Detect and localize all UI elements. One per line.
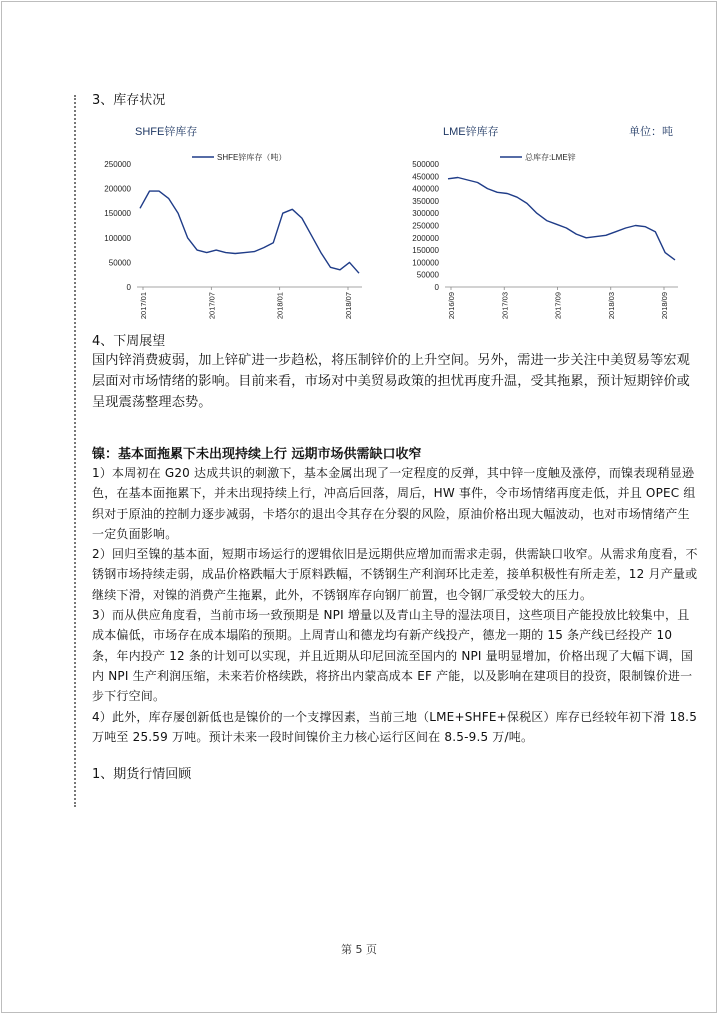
nickel-body xyxy=(92,463,698,747)
nickel-paragraph-4: 4）此外，库存屡创新低也是镍价的一个支撑因素，当前三地（LME+SHFE+保税区）库存已经较年初下滑 18.5 万吨至 25.59 万吨。预计未来一段时间镍价主力核心运行区间在 8.5-9.5 万/吨。 xyxy=(92,709,698,744)
series-line xyxy=(140,191,359,273)
x-tick-label: 2018/01 xyxy=(275,292,285,320)
x-tick-label: 2018/07 xyxy=(344,292,353,320)
y-tick-label: 350000 xyxy=(412,196,439,206)
legend-label: 总库存:LME锌 xyxy=(525,153,576,162)
y-tick-label: 400000 xyxy=(412,184,439,194)
y-tick-label: 50000 xyxy=(108,258,131,268)
y-tick-label: 150000 xyxy=(104,209,131,219)
page-footer: 第 5 页 xyxy=(341,943,377,956)
section-inventory-title: 3、库存状况 xyxy=(92,93,166,108)
y-tick-label: 250000 xyxy=(104,160,131,169)
y-tick-label: 150000 xyxy=(412,246,439,256)
y-tick-label: 250000 xyxy=(412,221,439,231)
y-tick-label: 100000 xyxy=(104,233,131,243)
y-tick-label: 0 xyxy=(434,283,439,292)
x-tick-label: 2017/03 xyxy=(500,292,510,320)
section-outlook-title: 4、下周展望 xyxy=(92,334,166,349)
lme-chart-unit: 单位：吨 xyxy=(629,125,673,138)
legend-label: SHFE锌库存（吨） xyxy=(217,153,287,162)
y-tick-label: 100000 xyxy=(412,258,439,268)
y-tick-label: 200000 xyxy=(104,184,131,194)
nickel-section-title: 镍：基本面拖累下未出现持续上行 远期市场供需缺口收窄 xyxy=(92,447,422,462)
y-tick-label: 200000 xyxy=(412,233,439,243)
nickel-paragraph-3: 3）而从供应角度看，当前市场一致预期是 NPI 增量以及青山主导的湿法项目，这些项目产能投放比较集中，且成本偏低，市场存在成本塌陷的预期。上周青山和德龙均有新产线投产，德龙一期的 15 条产线已经投产 10 条，年内投产 12 条的计划可以实现，并且近期从印尼回流至国内的 NPI 量明显增加，价格出现了大幅下调，国内 NPI 生产利润压缩，未来若价格续跌，将挤出内蒙高成本 EF 产能，以及影响在建项目的投资，限制镍价进一步下行空间。 xyxy=(92,608,694,704)
x-tick-label: 2018/09 xyxy=(660,292,669,320)
nickel-paragraph-1: 1）本周初在 G20 达成共识的刺激下，基本金属出现了一定程度的反弹，其中锌一度触及涨停，而镍表现稍显逊色，在基本面拖累下，并未出现持续上行，冲高后回落，周后，HW 事件，令市场情绪再度走低，并且 OPEC 组织对于原油的控制力逐步减弱，卡塔尔的退出令其存在分裂的风险，原油价格出现大幅波动，也对市场情绪产生一定负面影响。 xyxy=(92,466,696,541)
y-tick-label: 500000 xyxy=(412,160,439,169)
x-tick-label: 2016/09 xyxy=(447,292,456,320)
y-tick-label: 450000 xyxy=(412,172,439,182)
x-tick-label: 2017/09 xyxy=(553,292,563,320)
section-futures-review-title: 1、期货行情回顾 xyxy=(92,767,192,782)
nickel-paragraph-2: 2）回归至镍的基本面，短期市场运行的逻辑依旧是远期供应增加而需求走弱，供需缺口收窄。从需求角度看，不锈钢市场持续走弱，成品价格跌幅大于原料跌幅，不锈钢生产利润环比走差，接单积极性有所走差，12 月产量或继续下滑，对镍的消费产生拖累，此外，不锈钢库存向钢厂前置，也令钢厂承受较大的压力。 xyxy=(92,547,698,602)
lme-chart-title: LME锌库存 xyxy=(443,126,499,138)
y-tick-label: 0 xyxy=(126,283,131,292)
zinc-outlook-paragraph: 国内锌消费疲弱，加上锌矿进一步趋松，将压制锌价的上升空间。另外，需进一步关注中美贸易等宏观层面对市场情绪的影响。目前来看，市场对中美贸易政策的担忧再度升温，受其拖累，预计短期锌价或呈现震荡整理态势。 xyxy=(92,353,690,410)
x-tick-label: 2018/03 xyxy=(606,292,616,320)
x-tick-label: 2017/01 xyxy=(139,292,148,320)
y-tick-label: 300000 xyxy=(412,209,439,219)
shfe-chart-title: SHFE锌库存 xyxy=(135,126,198,138)
shfe-zinc-inventory-chart xyxy=(92,142,367,332)
x-tick-label: 2017/07 xyxy=(207,292,217,320)
document-page xyxy=(1,1,717,1013)
margin-dotted-line xyxy=(74,95,76,807)
y-tick-label: 50000 xyxy=(416,270,439,280)
lme-zinc-inventory-chart xyxy=(400,142,685,332)
series-line xyxy=(448,178,675,260)
